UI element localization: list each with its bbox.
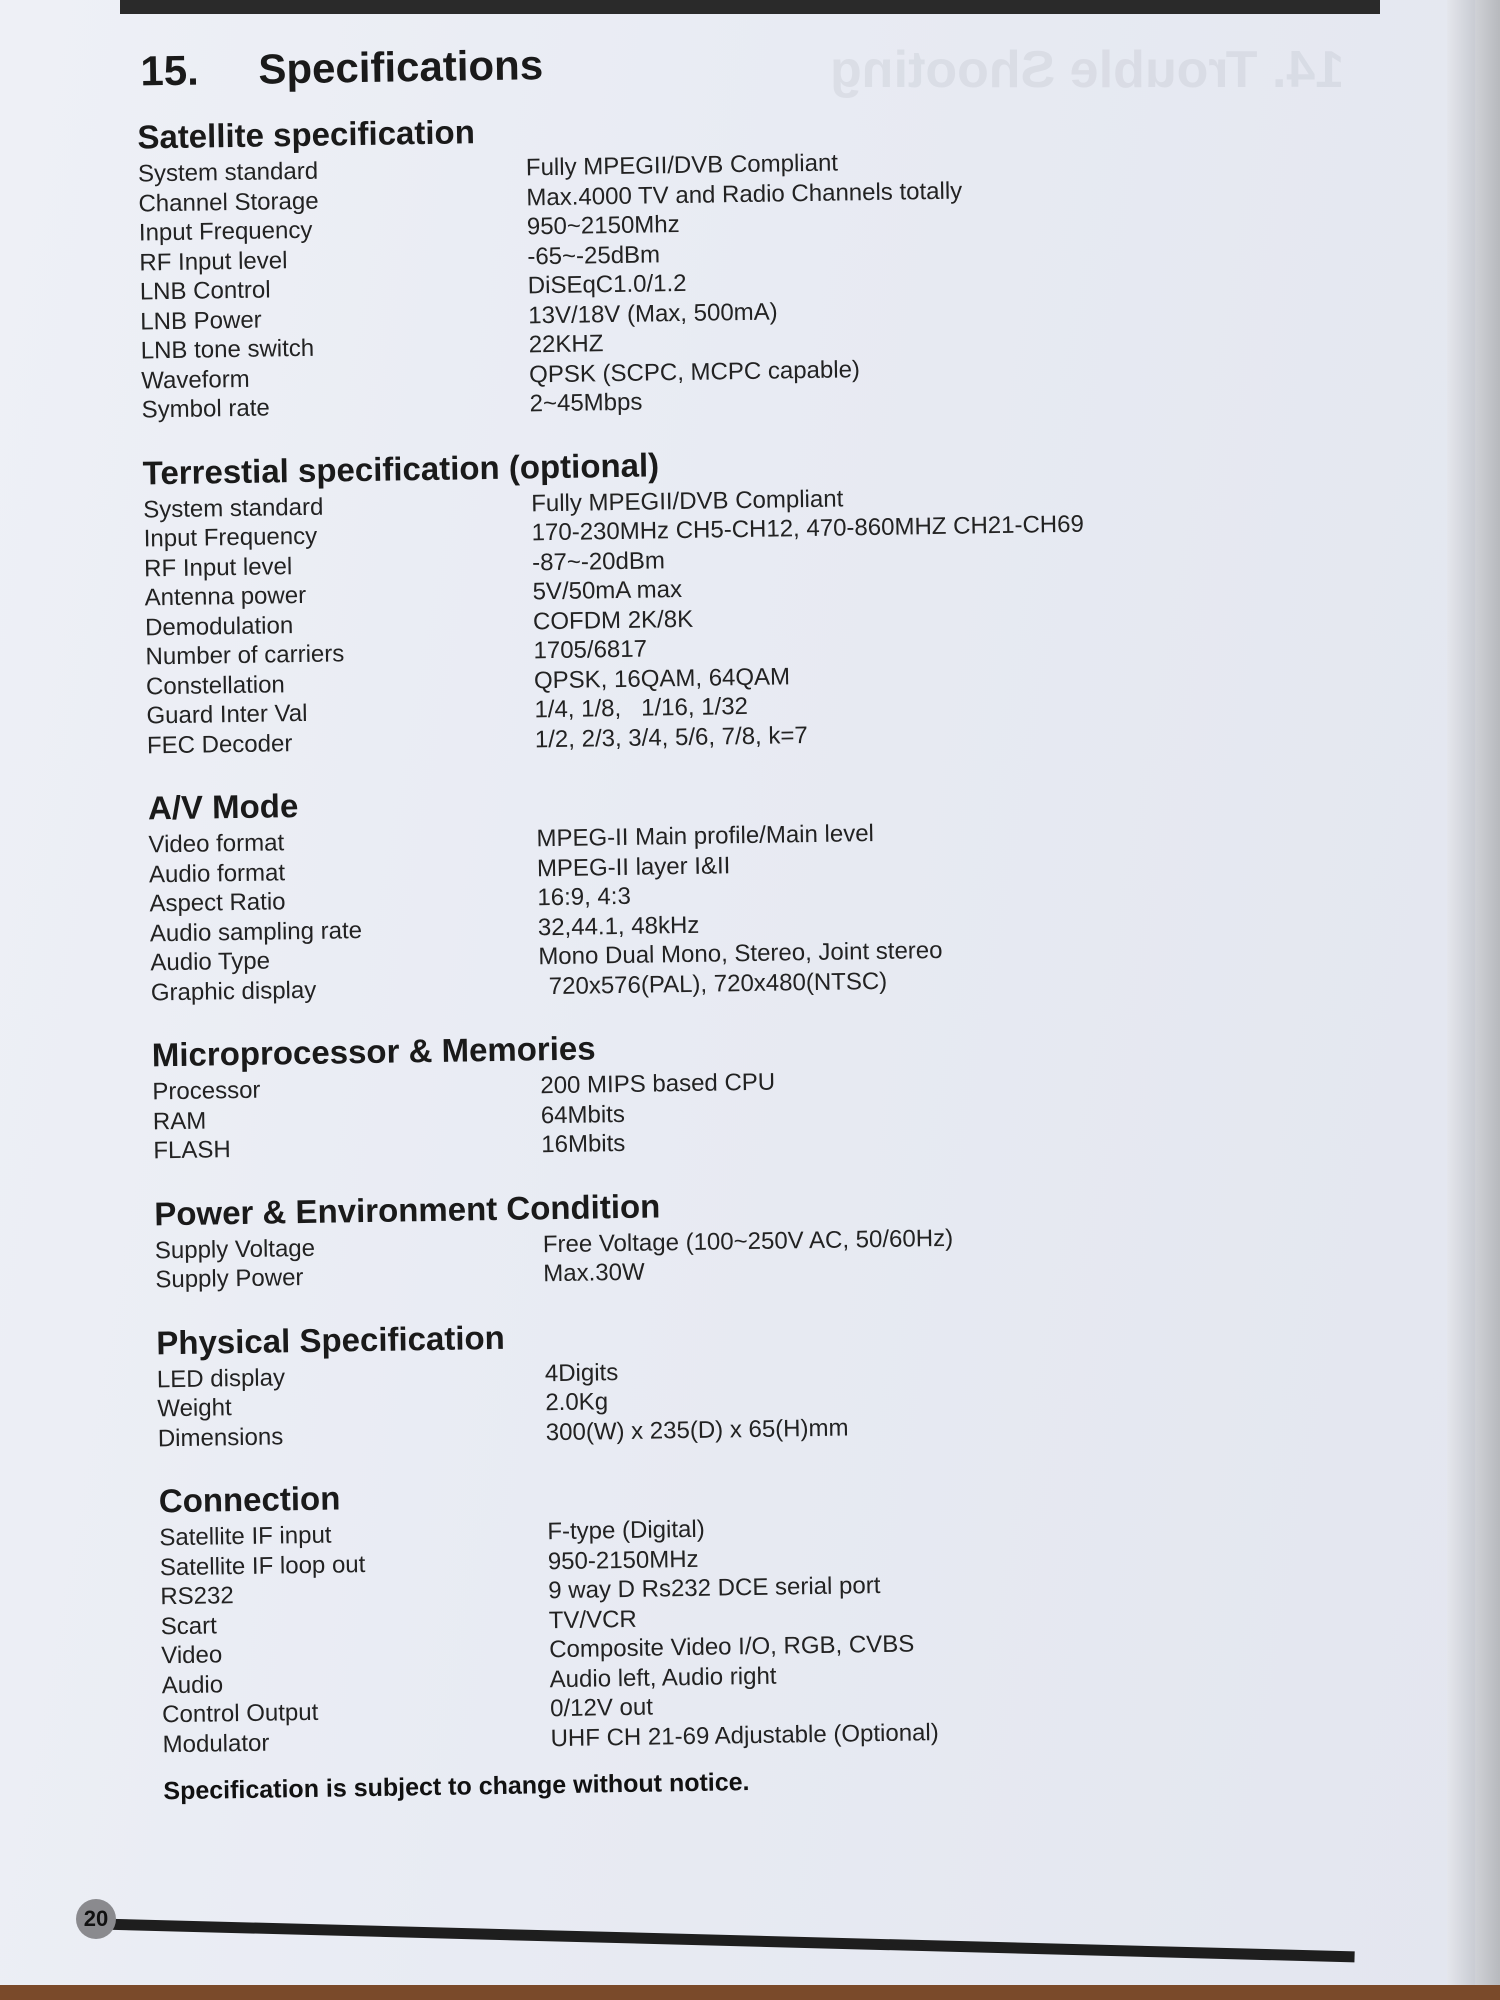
spec-value: 300(W) x 235(D) x 65(H)mm bbox=[545, 1413, 849, 1446]
spec-value: TV/VCR bbox=[548, 1605, 637, 1634]
spec-value: Fully MPEGII/DVB Compliant bbox=[525, 149, 839, 182]
spec-label: Audio bbox=[161, 1670, 224, 1699]
page-title bbox=[140, 31, 1205, 96]
spec-label: Input Frequency bbox=[138, 216, 313, 247]
spec-label: Modulator bbox=[162, 1729, 270, 1758]
spec-value: QPSK, 16QAM, 64QAM bbox=[533, 662, 791, 694]
section-title: Satellite specification bbox=[137, 113, 476, 156]
section-title: Microprocessor & Memories bbox=[151, 1029, 596, 1074]
chapter-number: 15. bbox=[139, 46, 200, 95]
spec-value: 1/4, 1/8, 1/16, 1/32 bbox=[534, 692, 749, 724]
spec-label: Audio sampling rate bbox=[149, 916, 363, 947]
spec-label: Graphic display bbox=[150, 976, 317, 1006]
spec-label: Supply Voltage bbox=[154, 1234, 316, 1264]
adjacent-page-edge bbox=[1475, 0, 1500, 2000]
spec-label: Symbol rate bbox=[141, 394, 270, 424]
spec-value: 16Mbits bbox=[541, 1129, 626, 1159]
section-title: Terrestial specification (optional) bbox=[142, 445, 660, 491]
spec-value: 5V/50mA max bbox=[532, 575, 683, 606]
spec-label: Guard Inter Val bbox=[146, 699, 308, 730]
spec-label: Video format bbox=[148, 829, 285, 859]
spec-value: Max.30W bbox=[543, 1258, 645, 1288]
spec-value: MPEG-II Main profile/Main level bbox=[536, 820, 875, 853]
spec-label: Input Frequency bbox=[143, 522, 318, 553]
section-microprocessor bbox=[120, 1019, 1222, 1167]
spec-value: Max.4000 TV and Radio Channels totally bbox=[526, 177, 963, 211]
spec-value: COFDM 2K/8K bbox=[532, 605, 694, 635]
spec-value: Fully MPEGII/DVB Compliant bbox=[530, 484, 844, 517]
spec-label: Channel Storage bbox=[138, 187, 319, 217]
spec-value: UHF CH 21-69 Adjustable (Optional) bbox=[550, 1718, 939, 1752]
spec-value: 22KHZ bbox=[528, 330, 604, 359]
section-title: Connection bbox=[158, 1479, 341, 1520]
spec-label: Number of carriers bbox=[145, 640, 345, 671]
spec-value: DiSEqC1.0/1.2 bbox=[527, 269, 687, 300]
spec-label: Demodulation bbox=[144, 611, 294, 641]
spec-label: Dimensions bbox=[157, 1422, 284, 1452]
spec-value: 2~45Mbps bbox=[529, 388, 643, 418]
spec-label: RF Input level bbox=[143, 552, 293, 582]
spec-label: Satellite IF loop out bbox=[159, 1550, 366, 1581]
spec-label: Audio format bbox=[148, 858, 286, 888]
spec-label: RAM bbox=[152, 1107, 207, 1135]
spec-value: 950~2150Mhz bbox=[526, 210, 680, 241]
spec-label: Antenna power bbox=[144, 581, 307, 612]
spec-label: Weight bbox=[157, 1394, 232, 1423]
spec-label: LNB Control bbox=[139, 276, 271, 306]
spec-label: Constellation bbox=[145, 670, 285, 700]
spec-label: Supply Power bbox=[155, 1264, 304, 1294]
spec-value: MPEG-II layer I&II bbox=[536, 851, 731, 882]
spec-value: Free Voltage (100~250V AC, 50/60Hz) bbox=[542, 1224, 954, 1258]
section-physical bbox=[124, 1306, 1226, 1454]
spec-label: RF Input level bbox=[139, 246, 288, 276]
change-notice: Specification is subject to change without notice. bbox=[163, 1768, 750, 1806]
section-av-mode bbox=[116, 772, 1219, 1008]
spec-label: LED display bbox=[156, 1363, 286, 1393]
spec-value: 4Digits bbox=[544, 1358, 619, 1387]
spec-value: Audio left, Audio right bbox=[549, 1662, 777, 1693]
spec-label: Aspect Ratio bbox=[149, 888, 286, 918]
page-edge bbox=[1447, 0, 1475, 1985]
spec-value: 950-2150MHz bbox=[547, 1545, 699, 1575]
spec-value: QPSK (SCPC, MCPC capable) bbox=[528, 355, 861, 388]
page-number: 20 bbox=[76, 1899, 116, 1939]
spec-label: Control Output bbox=[161, 1698, 319, 1729]
spec-label: Video bbox=[161, 1641, 223, 1670]
spec-value: 0/12V out bbox=[549, 1693, 654, 1723]
spec-value: 64Mbits bbox=[540, 1100, 626, 1129]
spec-label: Audio Type bbox=[150, 947, 271, 977]
spec-value: 9 way D Rs232 DCE serial port bbox=[548, 1571, 881, 1605]
spec-value: 720x576(PAL), 720x480(NTSC) bbox=[548, 967, 888, 1000]
spec-label: LNB tone switch bbox=[140, 334, 315, 365]
spec-value: Mono Dual Mono, Stereo, Joint stereo bbox=[538, 936, 943, 971]
spec-label: System standard bbox=[137, 157, 319, 188]
spec-label: FEC Decoder bbox=[146, 729, 293, 759]
spec-label: Processor bbox=[152, 1076, 261, 1106]
section-connection bbox=[127, 1465, 1231, 1760]
spec-label: RS232 bbox=[160, 1582, 234, 1611]
spec-value: 16:9, 4:3 bbox=[537, 882, 632, 912]
spec-label: LNB Power bbox=[140, 306, 262, 335]
section-satellite bbox=[105, 101, 1210, 426]
section-terrestrial bbox=[110, 436, 1215, 761]
section-title: Physical Specification bbox=[156, 1318, 506, 1361]
spec-label: FLASH bbox=[153, 1136, 231, 1165]
chapter-title: Specifications bbox=[257, 41, 544, 93]
spec-label: Satellite IF input bbox=[159, 1521, 332, 1552]
spec-value: 170-230MHz CH5-CH12, 470-860MHZ CH21-CH69 bbox=[531, 510, 1085, 547]
spec-value: 200 MIPS based CPU bbox=[540, 1068, 776, 1100]
spec-label: System standard bbox=[143, 493, 324, 523]
spec-label: Waveform bbox=[141, 365, 250, 394]
spec-value: -87~-20dBm bbox=[531, 546, 666, 576]
spec-value: F-type (Digital) bbox=[547, 1515, 705, 1546]
bleed-through-text: 14. Trouble Shooting bbox=[830, 41, 1345, 99]
spec-value: -65~-25dBm bbox=[527, 240, 661, 270]
specifications-content bbox=[104, 31, 1231, 1807]
bottom-rule bbox=[80, 1918, 1355, 1962]
spec-value: 13V/18V (Max, 500mA) bbox=[528, 297, 778, 329]
section-power bbox=[122, 1177, 1223, 1295]
spec-value: 1/2, 2/3, 3/4, 5/6, 7/8, k=7 bbox=[534, 721, 808, 753]
spec-value: 2.0Kg bbox=[545, 1388, 609, 1417]
spec-value: 1705/6817 bbox=[533, 635, 648, 665]
section-title: Power & Environment Condition bbox=[154, 1186, 661, 1232]
section-title: A/V Mode bbox=[147, 787, 299, 827]
spec-value: Composite Video I/O, RGB, CVBS bbox=[549, 1630, 915, 1664]
spec-value: 32,44.1, 48kHz bbox=[537, 911, 700, 941]
top-rule bbox=[120, 0, 1380, 14]
table-surface bbox=[0, 1985, 1500, 2000]
spec-label: Scart bbox=[160, 1611, 218, 1640]
